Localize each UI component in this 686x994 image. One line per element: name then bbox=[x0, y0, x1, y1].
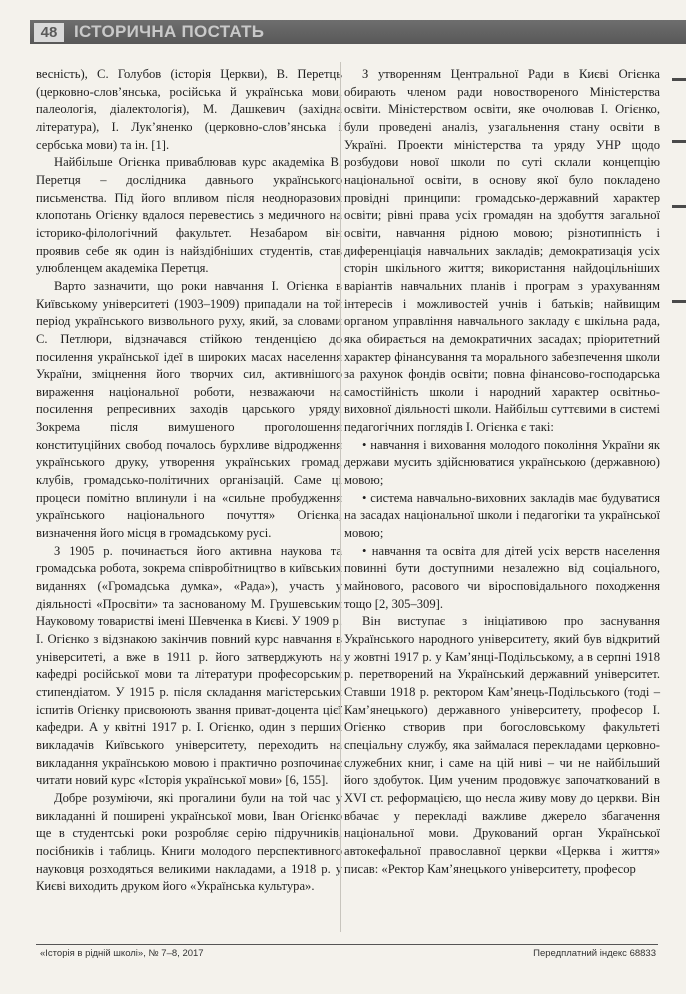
page-edge-mark bbox=[672, 140, 686, 143]
paragraph: Найбільше Огієнка приваблював курс академіка В. Перетця – дослідника давнього українського письменства. Під його впливом після неодноразових клопотань Огієнку вдалося перевестись з медичного на історико-філологічний факультет. Незабаром він проявив себе як один із найздібніших студентів, став улюбленцем академіка Перетця. bbox=[36, 155, 342, 276]
right-text-column bbox=[344, 66, 660, 878]
page-edge-mark bbox=[672, 300, 686, 303]
paragraph: Він виступає з ініціативою про заснування Українського народного університету, який був відкритий у жовтні 1917 р. у Кам’янці-Подільському, а в серпні 1918 р. перетворений на Український державний університет. Ставши 1918 р. ректором Кам’янець-Подільського (тоді – Кам’янецького) державного університету, професор І. Огієнко створив при богословському факультеті спеціальну службу, яка займалася перекладами церковно-служебних книг, і саме на цій ниві – чи не найбільший його здобуток. Цим ученим продовжує започаткований в XVI ст. реформацією, що несла живу мову до церкви. Він вбачає у перекладі важливе джерело збагачення національної мови. Друкований орган Української автокефальної православної церкви «Церква і життя» писав: «Ректор Кам’янецького університету, професор bbox=[344, 614, 660, 876]
bullet-item: • система навчально-виховних закладів має будуватися на засадах національної школи і педагогіки та української мовою; bbox=[344, 490, 660, 541]
left-text-column bbox=[36, 66, 342, 896]
paragraph: Добре розуміючи, які прогалини були на той час у викладанні й поширені української мови, Іван Огієнко ще в студентські роки розробляє серію підручників, посібників і таблиць. Книги молодого перспективного науковця розходяться великими накладами, а 1918 р. у Києві виходить друком його «Українська культура». bbox=[36, 790, 342, 894]
bullet-item: • навчання і виховання молодого покоління України як держави мусить здійснюватися українською (державною) мовою; bbox=[344, 437, 660, 488]
page-edge-mark bbox=[672, 78, 686, 81]
page-number: 48 bbox=[34, 23, 64, 42]
page-edge-mark bbox=[672, 205, 686, 208]
bullet-item: • навчання та освіта для дітей усіх верств населення повинні бути доступними незалежно від соціального, майнового, расового чи віросповідального походження тощо [2, 305–309]. bbox=[344, 543, 660, 611]
section-title: ІСТОРИЧНА ПОСТАТЬ bbox=[74, 22, 265, 41]
paragraph: весність), С. Голубов (історія Церкви), В. Перетць (церковно-слов’янська, російська й українська мови, палеологія, діалектологія), М. Дашкевич (західна література), І. Лук’яненко (церковно-слов’янська і сербська мови) та ін. [1]. bbox=[36, 67, 342, 152]
page-header-bar bbox=[30, 20, 686, 44]
footer-rule bbox=[36, 944, 658, 945]
column-divider bbox=[340, 62, 341, 932]
paragraph: З 1905 р. починається його активна наукова та громадська робота, зокрема співробітництво в київських виданнях («Громадська думка», «Рада»), участь у діяльності «Просвіти» та заснованому М. Грушевським Науковому товаристві імені Шевченка в Києві. У 1909 р. І. Огієнко з відзнакою закінчив повний курс навчання в університеті, а вже в 1911 р. його затверджують на кафедрі російської мови та літератури професорським стипендіатом. У 1915 р. після складання магістерських іспитів Огієнку присвоюють звання приват-доцента цієї кафедри. А у квітні 1917 р. І. Огієнко, один з перших викладачів Київського університету, переходить на викладання українською мовою і практично розпочинає читати новий курс «Історія української мови» [6, 155]. bbox=[36, 543, 342, 788]
footer-subscription-index: Передплатний індекс 68833 bbox=[533, 948, 656, 959]
paragraph: Варто зазначити, що роки навчання І. Огієнка в Київському університеті (1903–1909) припадали на той період українського визвольного руху, який, за словами С. Петлюри, відзначався стійкою тенденцією до посилення української ідеї в широких масах населення України, зміцнення його творчих сил, активнішого вираження національної роботи, незважаючи на посилення репресивних заходів царського уряду. Зокрема після вимушеного проголошення конституційних свобод почалось бурхливе відродження українського друку, утворення українських громад, клубів, громадсько-політичних організацій. Саме ці процеси помітно вплинули і на «сильне пробудження українського національного почуття» Огієнка, визначення його місця в громадському русі. bbox=[36, 278, 342, 541]
paragraph: З утворенням Центральної Ради в Києві Огієнка обирають членом ради новоствореного Міністерства освіти. Міністерством освіти, яке очолював І. Огієнко, були проведені аналіз, узагальнення стану освіти в Україні. Проекти міністерства та уряду УНР щодо розбудови нової школи по суті склали концепцію національної освіти, в основу якої було покладено провідні принципи: громадсько-державний характер освіти; рівні права усіх громадян на здобуття загальної освіти, навчання рідною мовою; різнотипність і диференціація навчальних закладів; демократизація усіх сторін шкільного життя; використання найдоцільніших варіантів навчальних планів і програм з урахуванням інтересів і можливостей учнів і батьків; найвищим органом управління навчального закладу є шкільна рада, яка обирається на демократичних засадах; пріоритетний характер фінансування та морального забезпечення школи за рахунок фондів освіти; повна фінансово-господарська самостійність школи і народний характер освітньо-виховної діяльності школи. Найбільш суттєвими в системі педагогічних поглядів І. Огієнка є такі: bbox=[344, 67, 660, 435]
footer-journal-title: «Історія в рідній школі», № 7–8, 2017 bbox=[40, 948, 204, 959]
